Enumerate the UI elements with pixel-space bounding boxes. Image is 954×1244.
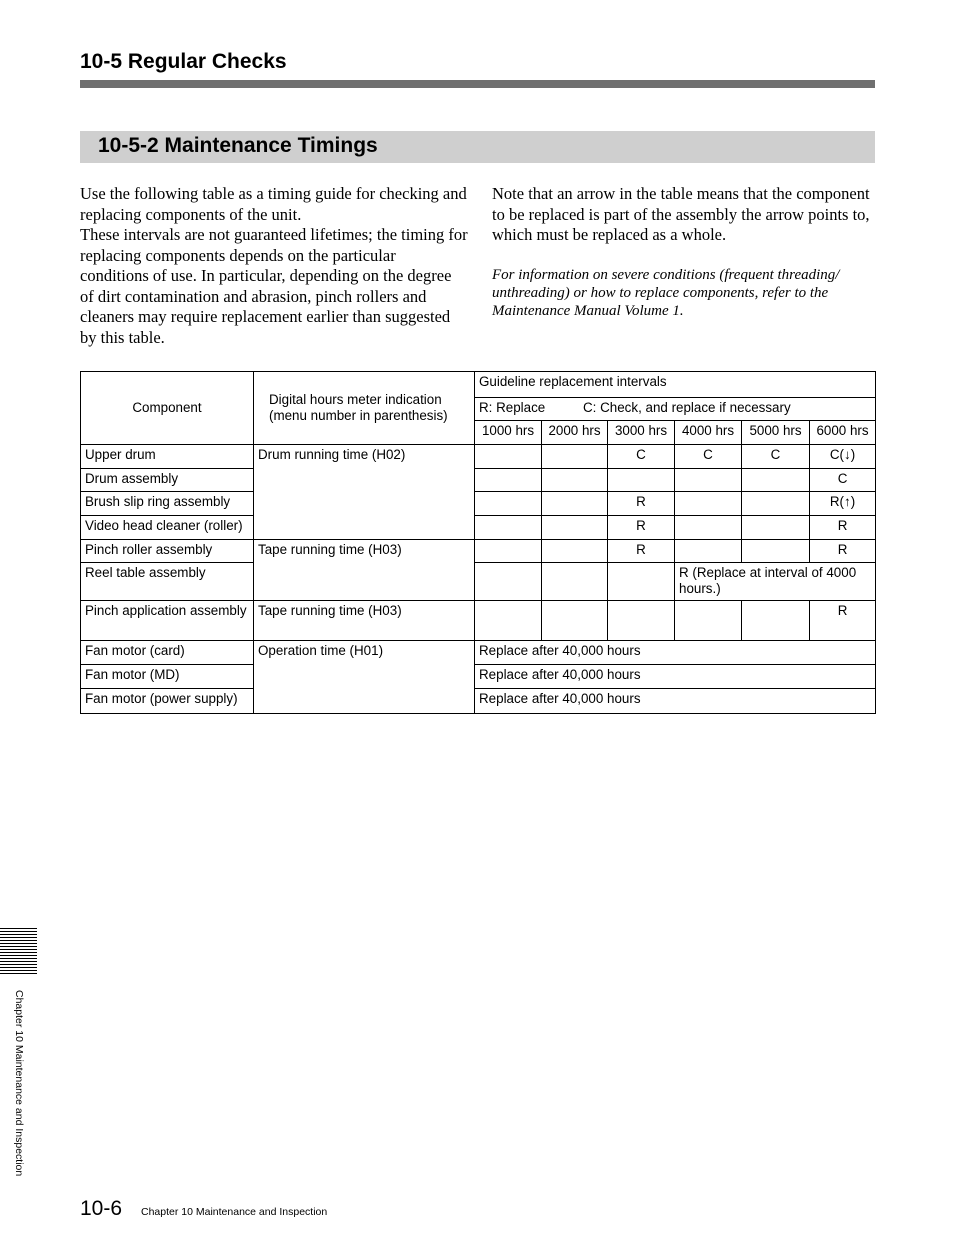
intro-paragraph: Use the following table as a timing guide for checking and replacing components of the unit.	[80, 184, 467, 224]
table-row	[81, 445, 876, 469]
legend-cell	[475, 398, 876, 421]
table-row	[81, 665, 876, 689]
interval-cell	[542, 601, 608, 641]
interval-cell: R	[608, 540, 675, 563]
component-cell: Fan motor (power supply)	[81, 689, 254, 714]
component-cell: Video head cleaner (roller)	[81, 516, 254, 540]
meter-cell: Tape running time (H03)	[254, 540, 475, 601]
chapter-thumb-index	[0, 928, 37, 976]
interval-cell	[675, 540, 742, 563]
component-cell: Pinch roller assembly	[81, 540, 254, 563]
table-row	[81, 469, 876, 492]
header-guideline: Guideline replacement intervals	[475, 372, 876, 398]
interval-cell	[608, 601, 675, 641]
interval-cell	[475, 516, 542, 540]
meter-cell: Drum running time (H02)	[254, 445, 475, 540]
arrow-note-paragraph: Note that an arrow in the table means that the component to be replaced is part of the assembly the arrow points to, which must be replaced as a whole.	[492, 184, 870, 244]
component-cell: Reel table assembly	[81, 563, 254, 601]
replace-note: Replace after 40,000 hours	[475, 665, 876, 689]
interval-cell	[675, 601, 742, 641]
component-cell: Pinch application assembly	[81, 601, 254, 641]
section-title: 10-5 Regular Checks	[80, 50, 287, 73]
interval-cell	[742, 601, 810, 641]
intervals-paragraph: These intervals are not guaranteed lifetimes; the timing for replacing components depends on the particular conditions of use. In particular, depending on the degree of dirt contamination and abrasion, pinch rollers and cleaners may require replacement earlier than suggested by this table.	[80, 225, 468, 347]
interval-cell	[608, 469, 675, 492]
interval-cell	[542, 540, 608, 563]
right-column	[492, 184, 875, 320]
interval-cell	[475, 445, 542, 469]
severe-conditions-note: For information on severe conditions (frequent threading/ unthreading) or how to replace components, refer to the Maintenance Manual Volume 1.	[492, 266, 840, 319]
component-cell: Drum assembly	[81, 469, 254, 492]
interval-cell: C	[810, 469, 876, 492]
interval-5000: 5000 hrs	[742, 421, 810, 445]
interval-cell	[475, 563, 542, 601]
interval-cell	[542, 516, 608, 540]
interval-cell	[742, 492, 810, 516]
interval-cell	[742, 516, 810, 540]
table-row	[81, 641, 876, 665]
interval-1000: 1000 hrs	[475, 421, 542, 445]
interval-cell: R	[608, 516, 675, 540]
component-cell: Brush slip ring assembly	[81, 492, 254, 516]
replace-note: Replace after 40,000 hours	[475, 689, 876, 714]
interval-cell: R	[810, 516, 876, 540]
interval-cell	[675, 469, 742, 492]
interval-cell	[542, 563, 608, 601]
legend-replace: R: Replace	[479, 400, 546, 415]
interval-cell	[742, 540, 810, 563]
table-row	[81, 563, 876, 601]
interval-2000: 2000 hrs	[542, 421, 608, 445]
component-cell: Fan motor (card)	[81, 641, 254, 665]
table-row	[81, 601, 876, 641]
header-meter: Digital hours meter indication (menu number in parenthesis)	[254, 372, 475, 445]
page-number: 10-6	[80, 1197, 123, 1220]
interval-cell: C	[742, 445, 810, 469]
interval-cell	[475, 601, 542, 641]
interval-cell	[475, 469, 542, 492]
interval-cell: C	[608, 445, 675, 469]
side-chapter-label: Chapter 10 Maintenance and Inspection	[13, 990, 25, 1177]
interval-cell: R	[810, 601, 876, 641]
legend-check: C: Check, and replace if necessary	[583, 400, 791, 415]
interval-cell	[608, 563, 675, 601]
interval-cell: R	[608, 492, 675, 516]
component-cell: Upper drum	[81, 445, 254, 469]
reel-interval-note: R (Replace at interval of 4000 hours.)	[675, 563, 876, 601]
table-row	[81, 689, 876, 714]
section-rule	[80, 80, 875, 88]
interval-cell	[742, 469, 810, 492]
interval-cell: C(↓)	[810, 445, 876, 469]
meter-cell: Operation time (H01)	[254, 641, 475, 714]
interval-cell	[542, 469, 608, 492]
header-row-1	[81, 372, 876, 398]
interval-cell: R(↑)	[810, 492, 876, 516]
replace-note: Replace after 40,000 hours	[475, 641, 876, 665]
table-row	[81, 516, 876, 540]
table-row	[81, 492, 876, 516]
interval-6000: 6000 hrs	[810, 421, 876, 445]
interval-cell	[542, 445, 608, 469]
interval-cell: C	[675, 445, 742, 469]
left-column	[80, 184, 468, 348]
interval-3000: 3000 hrs	[608, 421, 675, 445]
table-row	[81, 540, 876, 563]
interval-cell: R	[810, 540, 876, 563]
interval-4000: 4000 hrs	[675, 421, 742, 445]
maintenance-timing-table	[80, 371, 876, 714]
interval-cell	[675, 492, 742, 516]
interval-cell	[475, 540, 542, 563]
interval-cell	[542, 492, 608, 516]
component-cell: Fan motor (MD)	[81, 665, 254, 689]
meter-cell: Tape running time (H03)	[254, 601, 475, 641]
interval-cell	[675, 516, 742, 540]
footer-chapter: Chapter 10 Maintenance and Inspection	[141, 1206, 328, 1218]
header-component: Component	[81, 372, 254, 445]
interval-cell	[475, 492, 542, 516]
subsection-title: 10-5-2 Maintenance Timings	[98, 134, 378, 157]
